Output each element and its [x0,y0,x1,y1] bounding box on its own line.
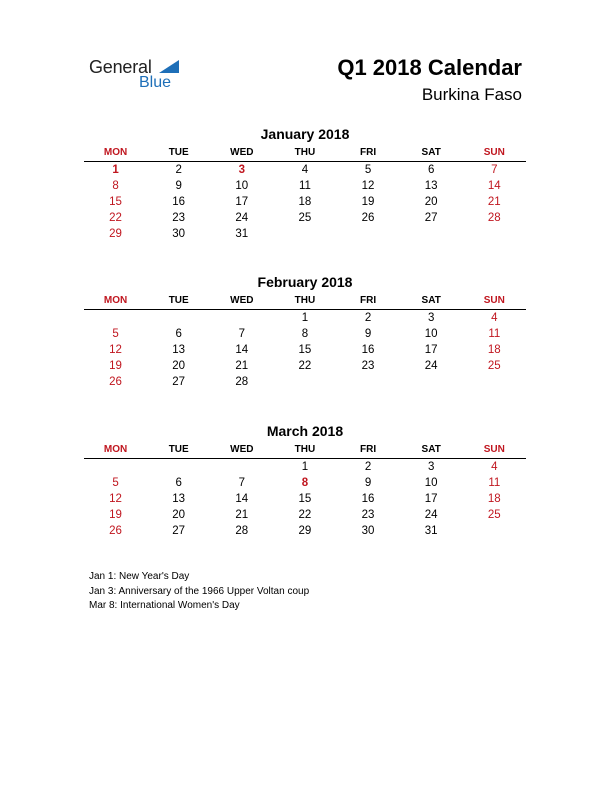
day-cell: 21 [235,360,249,372]
day-cell: 19 [361,196,375,208]
day-cell: 21 [235,509,249,521]
day-cell: 2 [364,461,372,473]
weekday-header: WED [230,147,254,158]
weekday-header: SUN [483,444,505,455]
day-cell [147,310,210,326]
day-cell: 8 [301,477,309,489]
weekday-header-row [84,442,526,459]
day-cell: 11 [488,328,501,340]
day-cell: 11 [488,477,501,489]
weekday-header: SUN [483,147,505,158]
day-cell: 10 [424,477,438,489]
month-title: March 2018 [266,423,344,439]
day-cell: 20 [424,196,438,208]
day-cell: 3 [427,461,435,473]
day-cell [84,459,147,475]
day-cell [273,374,336,390]
day-cell: 5 [112,328,119,340]
week-row [84,342,526,358]
week-row [84,310,526,326]
page-title: Q1 2018 Calendar [337,55,522,80]
day-cell: 8 [301,328,309,340]
logo-text-blue: Blue [139,74,172,91]
day-cell: 3 [238,164,246,176]
day-cell: 27 [172,376,186,388]
day-cell: 14 [235,493,249,505]
day-cell: 23 [361,509,375,521]
month-block [84,422,526,539]
week-row [84,358,526,374]
day-cell: 29 [109,228,122,240]
day-cell: 23 [361,360,375,372]
weekday-header: SAT [421,444,441,455]
day-cell: 17 [235,196,249,208]
logo-text-general: General [89,57,152,77]
weekday-header: WED [230,444,254,455]
day-cell: 31 [235,228,249,240]
day-cell [463,374,526,390]
day-cell: 26 [361,212,375,224]
day-cell: 21 [487,196,501,208]
day-cell: 27 [172,525,186,537]
day-cell: 18 [487,344,501,356]
month-block [84,273,526,390]
day-cell: 10 [235,180,249,192]
day-cell: 22 [109,212,122,224]
weekday-header: SAT [421,295,441,306]
week-row [84,194,526,210]
day-cell: 4 [491,312,498,324]
week-row [84,523,526,539]
day-cell: 14 [235,344,249,356]
day-cell: 24 [235,212,249,224]
day-cell: 20 [172,509,186,521]
day-cell [210,310,273,326]
day-cell: 2 [175,164,182,176]
day-cell: 17 [424,493,438,505]
day-cell [273,226,336,242]
day-cell: 27 [424,212,438,224]
day-cell: 9 [364,477,372,489]
day-cell: 26 [109,376,122,388]
day-cell [210,459,273,475]
day-cell: 6 [175,477,182,489]
day-cell: 22 [298,509,312,521]
week-row [84,326,526,342]
week-row [84,475,526,491]
day-cell: 23 [172,212,186,224]
day-cell: 14 [487,180,501,192]
day-cell: 18 [487,493,501,505]
day-cell: 5 [112,477,119,489]
weekday-header: FRI [360,444,377,455]
week-row [84,210,526,226]
day-cell: 30 [172,228,186,240]
day-cell: 13 [424,180,438,192]
day-cell: 5 [364,164,372,176]
day-cell [147,459,210,475]
weekday-header: MON [103,147,128,158]
day-cell: 11 [298,180,311,192]
day-cell: 28 [487,212,501,224]
day-cell: 17 [424,344,438,356]
day-cell: 7 [238,328,246,340]
weekday-header: TUE [168,444,189,455]
day-cell: 4 [491,461,498,473]
day-cell: 12 [109,344,122,356]
day-cell: 15 [109,196,122,208]
day-cell: 1 [301,312,309,324]
day-cell: 16 [172,196,186,208]
weekday-header: TUE [168,147,189,158]
month-title: February 2018 [257,274,353,290]
day-cell: 3 [427,312,435,324]
day-cell [400,374,463,390]
day-cell: 10 [424,328,438,340]
weekday-header: FRI [360,147,377,158]
day-cell: 18 [298,196,312,208]
day-cell: 4 [301,164,309,176]
day-cell: 22 [298,360,312,372]
day-cell: 19 [109,360,122,372]
day-cell: 25 [487,360,501,372]
day-cell: 16 [361,493,375,505]
weekday-header-row [84,293,526,310]
day-cell [84,310,147,326]
day-cell: 9 [364,328,372,340]
day-cell: 20 [172,360,186,372]
day-cell [463,523,526,539]
day-cell: 13 [172,493,186,505]
day-cell: 15 [298,493,312,505]
weekday-header: WED [230,295,254,306]
weekday-header: FRI [360,295,377,306]
day-cell: 25 [487,509,501,521]
day-cell: 15 [298,344,312,356]
page-subtitle: Burkina Faso [421,85,522,104]
day-cell: 6 [175,328,182,340]
month-title: January 2018 [260,126,350,142]
day-cell: 13 [172,344,186,356]
holiday-note: Jan 3: Anniversary of the 1966 Upper Voltan coup [89,585,310,597]
day-cell: 28 [235,376,249,388]
day-cell: 28 [235,525,249,537]
weekday-header: MON [103,444,128,455]
weekday-header: TUE [168,295,189,306]
day-cell: 31 [424,525,438,537]
day-cell: 30 [361,525,375,537]
logo-flag-icon [159,60,179,73]
weekday-header: THU [294,444,316,455]
month-block [84,125,526,242]
week-row [84,226,526,242]
day-cell: 1 [301,461,309,473]
day-cell: 26 [109,525,122,537]
day-cell: 7 [491,164,498,176]
day-cell: 29 [298,525,312,537]
day-cell: 6 [427,164,435,176]
weekday-header: SAT [421,147,441,158]
day-cell: 12 [361,180,375,192]
weekday-header: THU [294,295,316,306]
holiday-note: Jan 1: New Year's Day [89,571,190,582]
day-cell: 16 [361,344,375,356]
brand-logo [89,57,199,97]
weekday-header-row [84,145,526,162]
day-cell: 8 [112,180,119,192]
day-cell: 9 [175,180,182,192]
holiday-note: Mar 8: International Women's Day [89,600,240,611]
week-row [84,162,526,178]
day-cell: 24 [424,360,438,372]
day-cell: 2 [364,312,372,324]
day-cell: 25 [298,212,312,224]
day-cell: 19 [109,509,122,521]
day-cell: 7 [238,477,246,489]
week-row [84,507,526,523]
weekday-header: MON [103,295,128,306]
week-row [84,459,526,475]
weekday-header: THU [294,147,316,158]
day-cell [400,226,463,242]
week-row [84,374,526,390]
week-row [84,178,526,194]
day-cell: 24 [424,509,438,521]
weekday-header: SUN [483,295,505,306]
holiday-notes [89,570,309,614]
day-cell: 1 [112,164,119,176]
day-cell [337,374,400,390]
day-cell: 12 [109,493,122,505]
day-cell [337,226,400,242]
week-row [84,491,526,507]
day-cell [463,226,526,242]
